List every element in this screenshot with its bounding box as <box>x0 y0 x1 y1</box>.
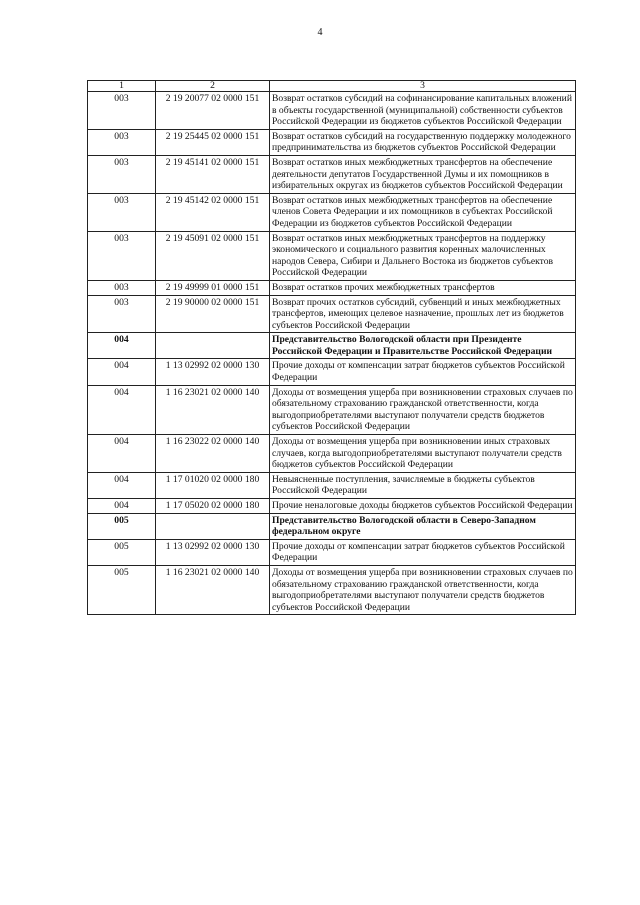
table-row <box>88 280 576 295</box>
admin-code-cell: 005 <box>88 565 156 614</box>
admin-code-cell: 004 <box>88 499 156 514</box>
budget-code-cell: 2 19 49999 01 0000 151 <box>156 280 270 295</box>
admin-code-cell: 004 <box>88 333 156 359</box>
budget-code-cell: 2 19 45091 02 0000 151 <box>156 231 270 280</box>
budget-code-cell: 2 19 45142 02 0000 151 <box>156 193 270 231</box>
admin-code-cell: 003 <box>88 295 156 333</box>
description-cell: Возврат остатков субсидий на софинансирование капитальных вложений в объекты государственной (муниципальной) собственности субъектов Российской Федерации из бюджетов субъектов Российской Федерации <box>270 92 576 130</box>
budget-codes-table <box>87 80 576 615</box>
description-cell: Возврат остатков иных межбюджетных трансфертов на поддержку экономического и социального развития коренных малочисленных народов Севера, Сибири и Дальнего Востока из бюджетов субъектов Российской Федерации <box>270 231 576 280</box>
table-header-row <box>88 81 576 92</box>
admin-code-cell: 003 <box>88 193 156 231</box>
budget-code-cell: 2 19 90000 02 0000 151 <box>156 295 270 333</box>
page-number: 4 <box>317 27 323 38</box>
description-cell: Возврат остатков субсидий на государственную поддержку молодежного предпринимательства из бюджетов субъектов Российской Федерации <box>270 129 576 155</box>
table-row <box>88 539 576 565</box>
admin-code-cell: 003 <box>88 231 156 280</box>
admin-code-cell: 005 <box>88 513 156 539</box>
budget-code-cell: 1 16 23021 02 0000 140 <box>156 385 270 434</box>
description-cell: Прочие доходы от компенсации затрат бюджетов субъектов Российской Федерации <box>270 359 576 385</box>
admin-code-cell: 004 <box>88 385 156 434</box>
budget-code-cell: 2 19 20077 02 0000 151 <box>156 92 270 130</box>
description-cell: Возврат остатков иных межбюджетных трансфертов на обеспечение деятельности депутатов Государственной Думы и их помощников в избирательных округах из бюджетов субъектов Российской Федерации <box>270 155 576 193</box>
admin-code-cell: 003 <box>88 129 156 155</box>
table-row <box>88 359 576 385</box>
description-cell: Представительство Вологодской области при Президенте Российской Федерации и Правительстве Российской Федерации <box>270 333 576 359</box>
description-cell: Возврат остатков прочих межбюджетных трансфертов <box>270 280 576 295</box>
table-row <box>88 129 576 155</box>
table-row <box>88 385 576 434</box>
table-row <box>88 231 576 280</box>
admin-code-cell: 004 <box>88 359 156 385</box>
admin-code-cell: 005 <box>88 539 156 565</box>
table-row <box>88 565 576 614</box>
table-row <box>88 295 576 333</box>
admin-code-cell: 003 <box>88 92 156 130</box>
header-col-3: 3 <box>270 81 576 92</box>
description-cell: Доходы от возмещения ущерба при возникновении иных страховых случаев, когда выгодоприобретателями выступают получатели средств бюджетов субъектов Российской Федерации <box>270 435 576 473</box>
description-cell: Возврат остатков иных межбюджетных трансфертов на обеспечение членов Совета Федерации и их помощников в субъектах Российской Федерации из бюджетов субъектов Российской Федерации <box>270 193 576 231</box>
budget-code-cell: 1 16 23022 02 0000 140 <box>156 435 270 473</box>
budget-code-cell: 2 19 45141 02 0000 151 <box>156 155 270 193</box>
budget-code-cell <box>156 333 270 359</box>
admin-code-cell: 003 <box>88 155 156 193</box>
description-cell: Возврат прочих остатков субсидий, субвенций и иных межбюджетных трансфертов, имеющих целевое назначение, прошлых лет из бюджетов субъектов Российской Федерации <box>270 295 576 333</box>
description-cell: Невыясненные поступления, зачисляемые в бюджеты субъектов Российской Федерации <box>270 472 576 498</box>
table-row <box>88 435 576 473</box>
header-col-2: 2 <box>156 81 270 92</box>
table-row <box>88 513 576 539</box>
table-row <box>88 92 576 130</box>
table-row <box>88 499 576 514</box>
budget-code-cell: 1 17 05020 02 0000 180 <box>156 499 270 514</box>
description-cell: Прочие доходы от компенсации затрат бюджетов субъектов Российской Федерации <box>270 539 576 565</box>
header-col-1: 1 <box>88 81 156 92</box>
budget-code-cell <box>156 513 270 539</box>
admin-code-cell: 004 <box>88 472 156 498</box>
description-cell: Прочие неналоговые доходы бюджетов субъектов Российской Федерации <box>270 499 576 514</box>
description-cell: Доходы от возмещения ущерба при возникновении страховых случаев по обязательному страхованию гражданской ответственности, когда выгодоприобретателями выступают получатели средств бюджетов субъектов Российской Федерации <box>270 565 576 614</box>
budget-code-cell: 1 13 02992 02 0000 130 <box>156 359 270 385</box>
table-row <box>88 333 576 359</box>
budget-code-cell: 1 13 02992 02 0000 130 <box>156 539 270 565</box>
table-row <box>88 472 576 498</box>
admin-code-cell: 004 <box>88 435 156 473</box>
budget-code-cell: 1 16 23021 02 0000 140 <box>156 565 270 614</box>
admin-code-cell: 003 <box>88 280 156 295</box>
budget-code-cell: 2 19 25445 02 0000 151 <box>156 129 270 155</box>
description-cell: Представительство Вологодской области в Северо-Западном федеральном округе <box>270 513 576 539</box>
table-body <box>88 81 576 615</box>
budget-code-cell: 1 17 01020 02 0000 180 <box>156 472 270 498</box>
table-row <box>88 155 576 193</box>
description-cell: Доходы от возмещения ущерба при возникновении страховых случаев по обязательному страхованию гражданской ответственности, когда выгодоприобретателями выступают получатели средств бюджетов субъектов Российской Федерации <box>270 385 576 434</box>
table-row <box>88 193 576 231</box>
